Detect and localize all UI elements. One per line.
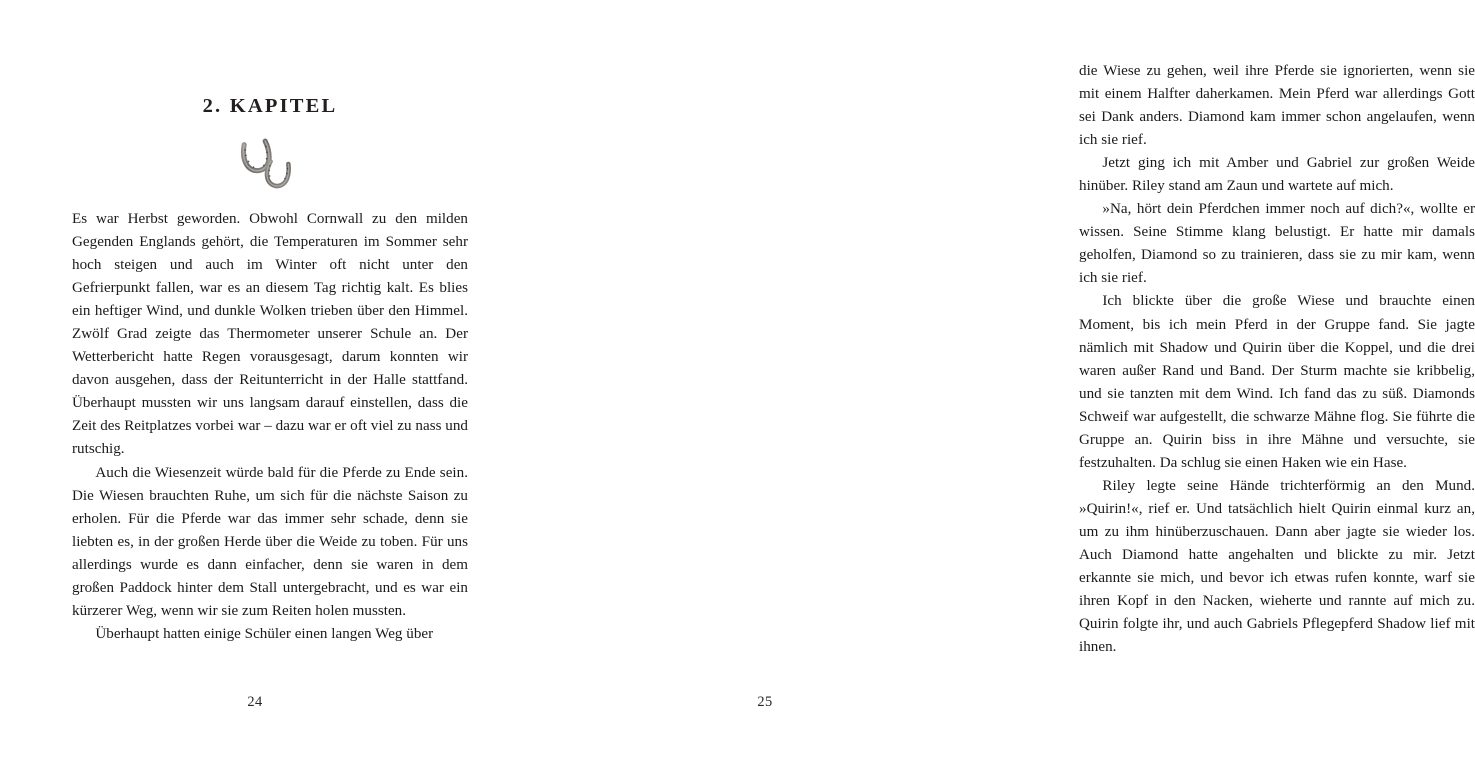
paragraph: »Na, hört dein Pferdchen immer noch auf dich?«, wollte er wissen. Seine Stimme klang belustigt. Er hatte mir damals geholfen, Diamond so zu trainieren, dass sie zu mir kam, wenn ich sie rief. <box>1079 201 1475 287</box>
right-page-text-column <box>1079 60 1475 659</box>
left-page <box>0 0 510 783</box>
paragraph: Auch die Wiesenzeit würde bald für die Pferde zu Ende sein. Die Wiesen brauchten Ruhe, um sich für die nächste Saison zu erholen. Für die Pferde war das immer sehr schade, denn sie liebten es, in der großen Herde über die Weide zu toben. Für uns allerdings wurde es dann einfacher, denn sie waren in dem großen Paddock hinter dem Stall untergebracht, und es war ein kürzerer Weg, wenn wir sie zum Reiten holen mussten. <box>72 464 468 619</box>
paragraph: Riley legte seine Hände trichterförmig an den Mund. »Quirin!«, rief er. Und tatsächlich hielt Quirin einmal kurz an, um zu ihm hinüberzuschauen. Dann aber jagte sie wieder los. Auch Diamond hatte angehalten und blickte zu mir. Jetzt erkannte sie mich, und bevor ich etwas rufen konnte, warf sie ihren Kopf in den Nacken, wieherte und rannte auf mich zu. Quirin folgte ihr, und auch Gabriels Pflegepferd Shadow lief mit ihnen. <box>1079 477 1475 656</box>
paragraph: Überhaupt hatten einige Schüler einen langen Weg über <box>95 625 434 642</box>
chapter-header <box>72 0 468 195</box>
paragraph: Jetzt ging ich mit Amber und Gabriel zur großen Weide hinüber. Riley stand am Zaun und wartete auf mich. <box>1079 155 1475 195</box>
right-page <box>510 0 1475 783</box>
paragraph: die Wiese zu gehen, weil ihre Pferde sie ignorierten, wenn sie mit einem Halfter daherkamen. Mein Pferd war allerdings Gott sei Dank anders. Diamond kam immer schon angelaufen, wenn ich sie rief. <box>1079 63 1475 149</box>
left-page-text-column <box>72 208 468 646</box>
horseshoe-pair-icon <box>235 139 305 195</box>
paragraph: Ich blickte über die große Wiese und brauchte einen Moment, bis ich mein Pferd in der Gruppe fand. Sie jagte nämlich mit Shadow und Quirin über die Koppel, und die drei waren außer Rand und Band. Der Sturm machte sie kribbelig, und sie tanzten mit dem Wind. Ich fand das zu süß. Diamonds Schweif war aufgestellt, die schwarze Mähne flog. Sie führte die Gruppe an. Quirin biss in ihre Mähne und versuchte, sie festzuhalten. Da schlug sie einen Haken wie ein Hase. <box>1079 293 1475 471</box>
page-number-left: 24 <box>247 694 263 710</box>
chapter-title: 2. KAPITEL <box>202 95 338 117</box>
page-number-right: 25 <box>757 694 773 710</box>
paragraph: Es war Herbst geworden. Obwohl Cornwall zu den milden Gegenden Englands gehört, die Temperaturen im Sommer sehr hoch steigen und auch im Winter oft nicht unter den Gefrierpunkt fallen, war es an diesem Tag richtig kalt. Es blies ein heftiger Wind, und dunkle Wolken trieben über den Himmel. Zwölf Grad zeigte das Thermometer unserer Schule an. Der Wetterbericht hatte Regen vorausgesagt, darum konnten wir davon ausgehen, dass der Reitunterricht in der Halle stattfand. Überhaupt mussten wir uns langsam darauf einstellen, dass die Zeit des Reitplatzes vorbei war – dazu war er oft viel zu nass und rutschig. <box>72 211 468 458</box>
